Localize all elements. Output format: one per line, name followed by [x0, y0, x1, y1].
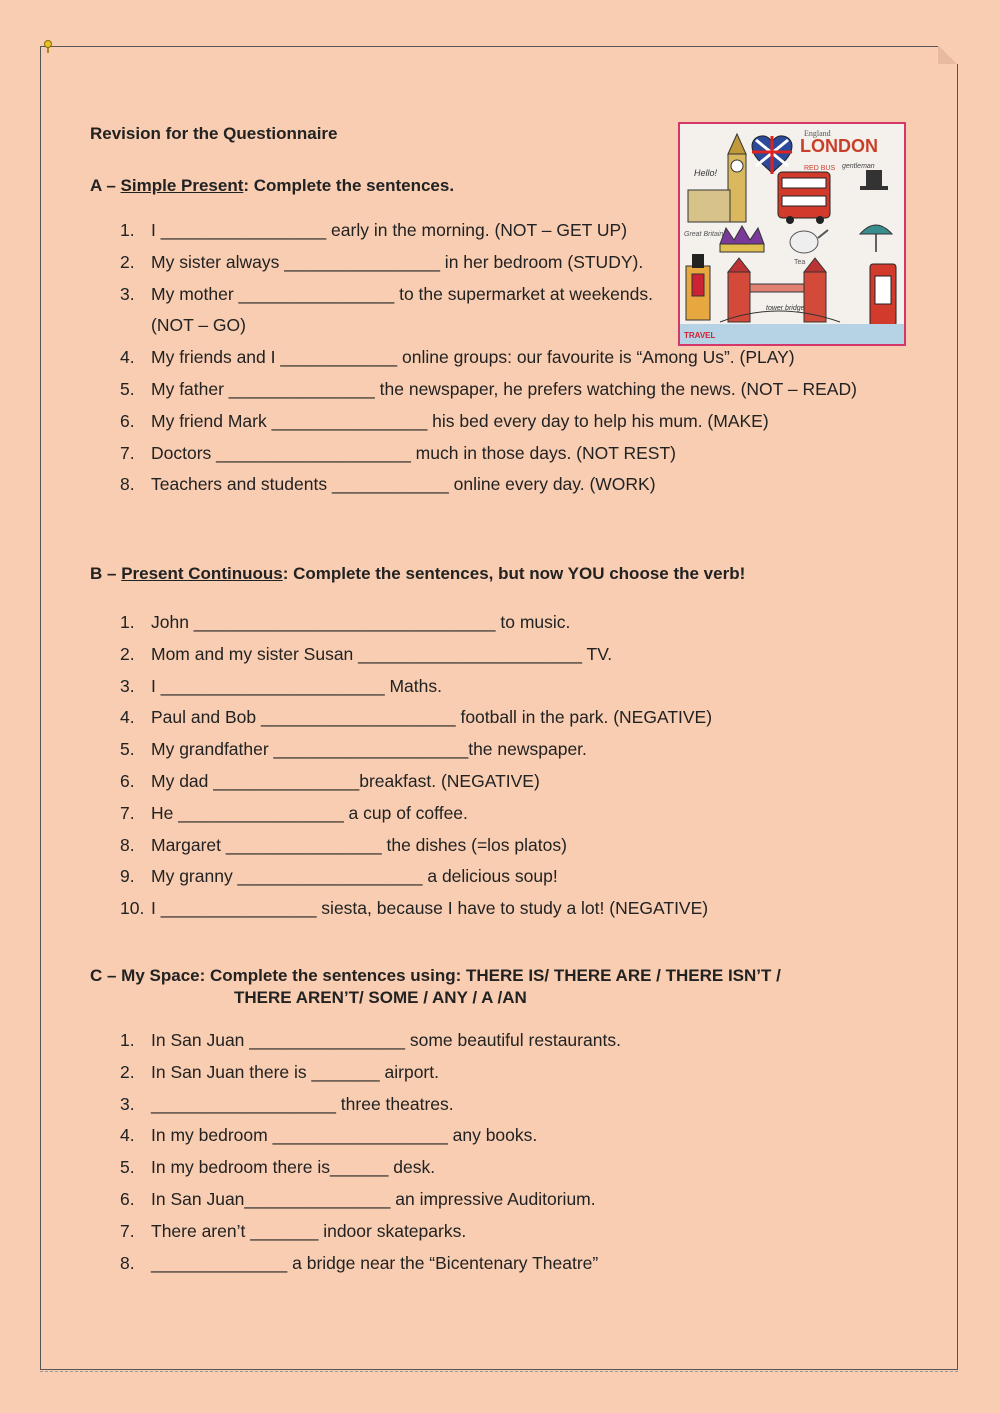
- item-text: He _________________ a cup of coffee.: [151, 802, 468, 823]
- section-b-title: [90, 564, 745, 584]
- item-number: 8.: [120, 1252, 135, 1273]
- item-number: 4.: [120, 1125, 135, 1146]
- list-item: [120, 798, 712, 830]
- item-number: 1.: [120, 1030, 135, 1050]
- list-item: [120, 607, 712, 639]
- list-item: [120, 215, 857, 247]
- illustration-word: LONDON: [800, 136, 878, 156]
- item-number: 2.: [120, 643, 135, 664]
- item-text: ___________________ three theatres.: [151, 1093, 454, 1114]
- item-number: 6.: [120, 1188, 135, 1209]
- list-item: [120, 830, 712, 862]
- item-number: 7.: [120, 442, 135, 463]
- item-number: 3.: [120, 675, 135, 696]
- list-item: [120, 469, 857, 501]
- illustration-word: RED BUS: [804, 165, 836, 172]
- item-number: 1.: [120, 612, 135, 632]
- item-number: 10.: [120, 898, 145, 919]
- item-text: My granny ___________________ a delicious soup!: [151, 866, 558, 887]
- list-item: [120, 1248, 621, 1280]
- section-c-instruction-line2: THERE AREN’T/ SOME / ANY / A /AN: [234, 988, 527, 1007]
- item-number: 6.: [120, 410, 135, 431]
- item-text: Doctors ____________________ much in those days. (NOT REST): [151, 442, 676, 463]
- section-b-list: [120, 607, 712, 925]
- item-text: Mom and my sister Susan _______________________ TV.: [151, 643, 613, 664]
- item-text: I _________________ early in the morning. (NOT – GET UP): [151, 220, 628, 240]
- item-text: My mother ________________ to the supermarket at weekends. (NOT – GO): [151, 283, 653, 336]
- item-text: My grandfather ____________________the newspaper.: [151, 739, 587, 760]
- list-item: [120, 1120, 621, 1152]
- list-item: [120, 342, 857, 374]
- illustration-word: Hello!: [694, 168, 718, 178]
- item-number: 5.: [120, 739, 135, 760]
- pin-icon: [43, 40, 53, 54]
- section-c-instruction-line1: Complete the sentences using: THERE IS/ THERE ARE / THERE ISN’T /: [205, 966, 781, 985]
- item-text: In my bedroom there is______ desk.: [151, 1157, 436, 1178]
- phone-box-icon: [870, 264, 896, 326]
- list-item: [120, 279, 661, 343]
- item-number: 4.: [120, 707, 135, 728]
- illustration-word: TRAVEL: [684, 331, 716, 340]
- item-text: There aren’t _______ indoor skateparks.: [151, 1220, 467, 1241]
- bottom-rule: [40, 1371, 958, 1372]
- list-item: [120, 438, 857, 470]
- item-number: 8.: [120, 474, 135, 495]
- item-text: ______________ a bridge near the “Bicentenary Theatre”: [151, 1252, 599, 1273]
- section-c-list: [120, 1025, 621, 1279]
- list-item: [120, 1184, 621, 1216]
- item-text: In San Juan there is _______ airport.: [151, 1061, 439, 1082]
- item-number: 5.: [120, 1157, 135, 1178]
- item-text: My friend Mark ________________ his bed every day to help his mum. (MAKE): [151, 410, 769, 431]
- item-text: My sister always ________________ in her bedroom (STUDY).: [151, 251, 644, 272]
- list-item: [120, 1152, 621, 1184]
- item-number: 8.: [120, 834, 135, 855]
- item-text: In San Juan_______________ an impressive Auditorium.: [151, 1188, 596, 1209]
- list-item: [120, 1025, 621, 1057]
- item-number: 3.: [120, 283, 135, 304]
- illustration-word: tower bridge: [766, 305, 805, 312]
- document-title: Revision for the Questionnaire: [90, 124, 338, 143]
- section-c-prefix: C – My Space:: [90, 966, 206, 985]
- section-b-instruction: : Complete the sentences, but now YOU choose the verb!: [282, 564, 746, 583]
- list-item: [120, 671, 712, 703]
- item-number: 9.: [120, 866, 135, 887]
- list-item: [120, 247, 661, 279]
- item-text: I ________________ siesta, because I have to study a lot! (NEGATIVE): [151, 898, 709, 919]
- illustration-word: Great Britain: [684, 231, 724, 238]
- item-text: Paul and Bob ____________________ football in the park. (NEGATIVE): [151, 707, 713, 728]
- section-a-instruction: : Complete the sentences.: [243, 176, 455, 195]
- list-item: [120, 766, 712, 798]
- section-b-heading: Present Continuous: [121, 564, 283, 583]
- illustration-word: England: [804, 129, 831, 138]
- item-text: John _______________________________ to music.: [151, 612, 571, 632]
- list-item: [120, 702, 712, 734]
- top-hat-icon: [860, 170, 888, 190]
- item-number: 1.: [120, 220, 135, 240]
- list-item: [120, 1216, 621, 1248]
- item-number: 2.: [120, 1061, 135, 1082]
- item-text: Margaret ________________ the dishes (=los platos): [151, 834, 567, 855]
- union-jack-heart-icon: [752, 136, 792, 174]
- item-text: My friends and I ____________ online groups: our favourite is “Among Us”. (PLAY): [151, 347, 795, 368]
- section-a-prefix: A –: [90, 176, 121, 195]
- list-item: [120, 1057, 621, 1089]
- umbrella-icon: [860, 225, 892, 252]
- list-item: [120, 639, 712, 671]
- item-text: I _______________________ Maths.: [151, 675, 442, 696]
- item-number: 3.: [120, 1093, 135, 1114]
- item-text: My father _______________ the newspaper, he prefers watching the news. (NOT – READ): [151, 378, 857, 399]
- list-item: [120, 734, 712, 766]
- item-number: 2.: [120, 251, 135, 272]
- list-item: [120, 374, 857, 406]
- item-number: 7.: [120, 1220, 135, 1241]
- list-item: [120, 861, 712, 893]
- item-text: In San Juan ________________ some beautiful restaurants.: [151, 1030, 621, 1050]
- item-text: In my bedroom __________________ any books.: [151, 1125, 538, 1146]
- section-a-heading: Simple Present: [120, 176, 244, 195]
- list-item: [120, 893, 712, 925]
- item-number: 6.: [120, 770, 135, 791]
- item-number: 5.: [120, 378, 135, 399]
- big-ben-icon: [688, 134, 746, 222]
- section-a-title: [90, 176, 454, 196]
- section-c-title: [90, 966, 890, 1007]
- illustration-word: Tea: [794, 259, 806, 266]
- list-item: [120, 406, 857, 438]
- section-b-prefix: B –: [90, 564, 122, 583]
- item-text: Teachers and students ____________ online every day. (WORK): [151, 474, 656, 495]
- item-text: My dad _______________breakfast. (NEGATIVE): [151, 770, 540, 791]
- list-item: [120, 1089, 621, 1121]
- section-a-list: [120, 215, 857, 501]
- item-number: 7.: [120, 802, 135, 823]
- item-number: 4.: [120, 347, 135, 368]
- illustration-word: gentleman: [842, 163, 875, 170]
